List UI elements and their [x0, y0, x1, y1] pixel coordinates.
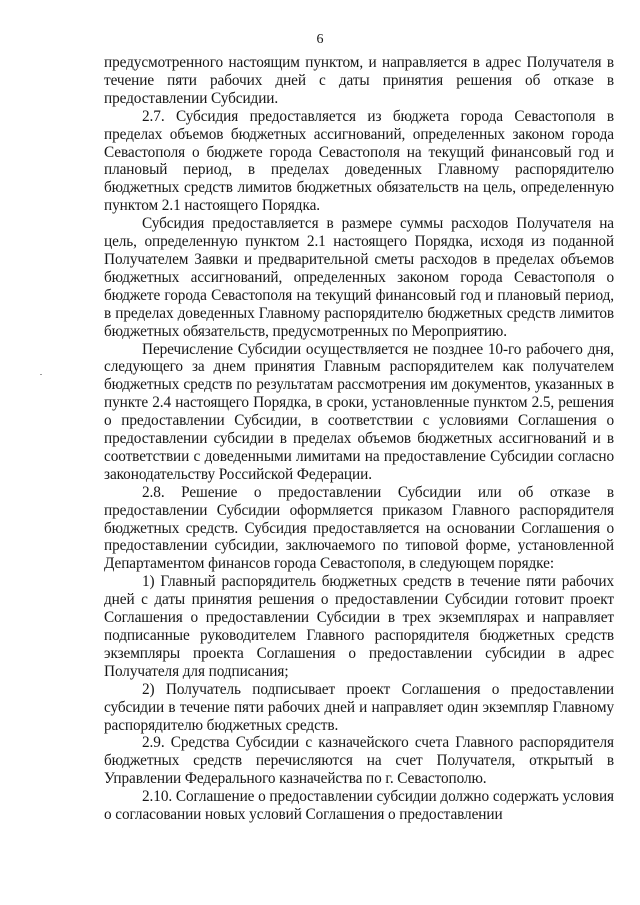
paragraph-2-8: 2.8. Решение о предоставлении Субсидии или об отказе в предоставлении Субсидии оформляется приказом Главного распорядителя бюджетных средств. Субсидия предоставляется на основании Соглашения о предоставлении субсидии, заключаемого по типовой форме, установленной Департаментом финансов города Севастополя, в следующем порядке:	[104, 483, 614, 573]
paragraph-2-7: 2.7. Субсидия предоставляется из бюджета города Севастополя в пределах объемов бюджетных ассигнований, определенных законом города Севастополя о бюджете города Севастополя на текущий финансовый год и плановый период, в пределах доведенных Главному распорядителю бюджетных средств лимитов бюджетных обязательств на цель, определенную пунктом 2.1 настоящего Порядка.	[104, 107, 614, 215]
paragraph-step-1: 1) Главный распорядитель бюджетных средств в течение пяти рабочих дней с даты принятия решения о предоставлении Субсидии готовит проект Соглашения о предоставлении Субсидии в трех экземплярах и направляет подписанные руководителем Главного распорядителя бюджетных средств экземпляры проекта Соглашения о предоставлении субсидии в адрес Получателя для подписания;	[104, 573, 614, 680]
scan-speck	[40, 374, 42, 375]
paragraph-2-10: 2.10. Соглашение о предоставлении субсидии должно содержать условия о согласовании новых условий Соглашения о предоставлении	[104, 788, 614, 824]
page-number: 6	[316, 32, 324, 47]
document-body	[104, 54, 614, 824]
paragraph-step-2: 2) Получатель подписывает проект Соглашения о предоставлении субсидии в течение пяти рабочих дней и направляет один экземпляр Главному распорядителю бюджетных средств.	[104, 680, 614, 734]
paragraph-subsidy-amount: Субсидия предоставляется в размере суммы расходов Получателя на цель, определенную пунктом 2.1 настоящего Порядка, исходя из поданной Получателем Заявки и предварительной сметы расходов в пределах объемов бюджетных ассигнований, определенных законом города Севастополя о бюджете города Севастополя на текущий финансовый год и плановый период, в пределах доведенных Главному распорядителю бюджетных средств лимитов бюджетных обязательств, предусмотренных по Мероприятию.	[104, 215, 614, 340]
paragraph-continuation: предусмотренного настоящим пунктом, и направляется в адрес Получателя в течение пяти рабочих дней с даты принятия решения об отказе в предоставлении Субсидии.	[104, 54, 614, 107]
paragraph-2-9: 2.9. Средства Субсидии с казначейского счета Главного распорядителя бюджетных средств перечисляются на счет Получателя, открытый в Управлении Федерального казначейства по г. Севастополю.	[104, 734, 614, 788]
paragraph-transfer-terms: Перечисление Субсидии осуществляется не позднее 10-го рабочего дня, следующего за днем принятия Главным распорядителем как получателем бюджетных средств по результатам рассмотрения им документов, указанных в пункте 2.4 настоящего Порядка, в сроки, установленные пунктом 2.5, решения о предоставлении Субсидии, в соответствии с условиями Соглашения о предоставлении субсидии в пределах объемов бюджетных ассигнований и в соответствии с доведенными лимитами на предоставление Субсидии согласно законодательству Российской Федерации.	[104, 340, 614, 483]
